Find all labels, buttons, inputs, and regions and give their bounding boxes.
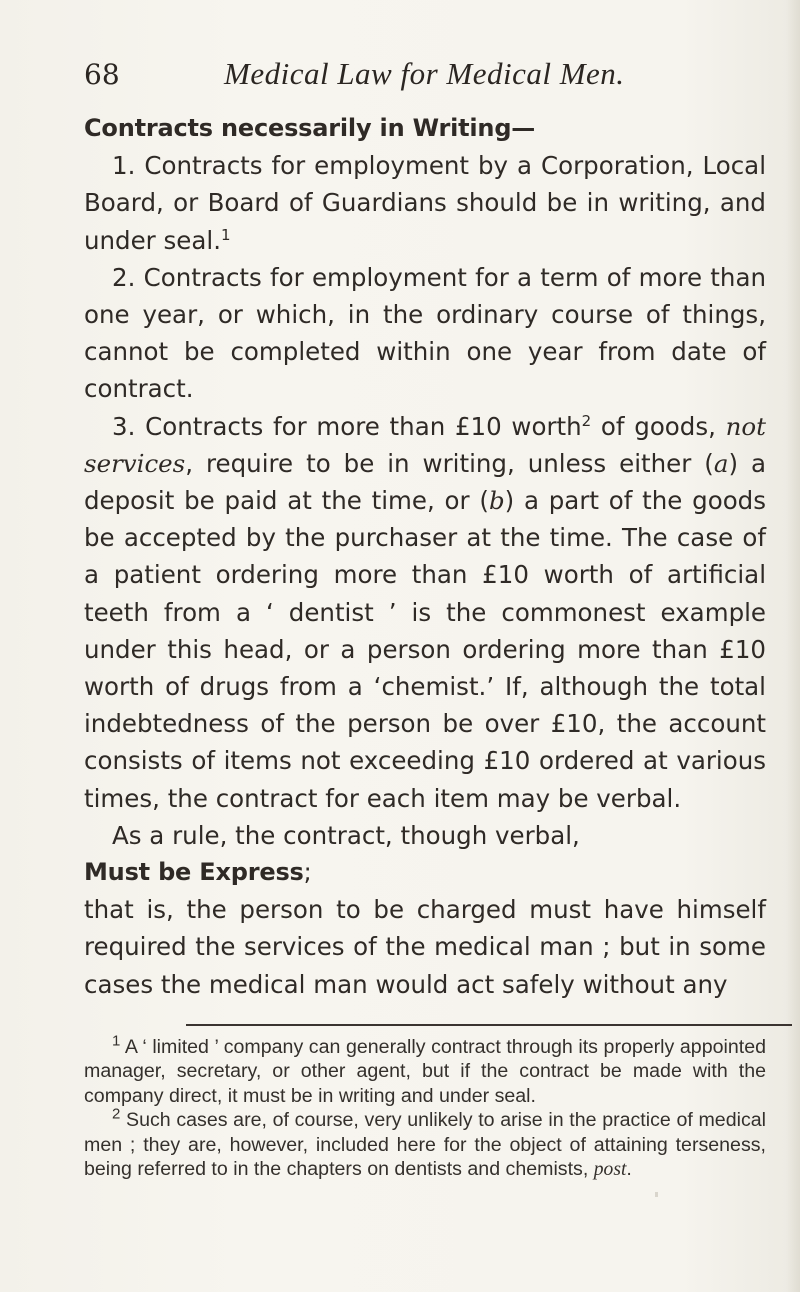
- footnote-2-post: post: [593, 1159, 627, 1181]
- footnote-1: [84, 1032, 766, 1108]
- item-2-number: 2.: [112, 262, 136, 292]
- item-3-number: 3.: [112, 411, 136, 441]
- footnote-2-text: Such cases are, of course, very unlikely to arise in the practice of medical men ; they are, however, included here for the object of attaining terseness, being referred to in the chapters on dentists and chemists,: [84, 1109, 766, 1181]
- paragraph-item-3: [84, 408, 766, 817]
- item-1-number: 1.: [112, 151, 136, 181]
- footnote-2-end: .: [626, 1158, 632, 1181]
- main-text: [84, 110, 766, 1003]
- item-3-letter-b: b: [488, 486, 505, 516]
- subheading-punct: ;: [303, 858, 312, 887]
- running-title: Medical Law for Medical Men.: [224, 56, 625, 91]
- item-1-text: Contracts for employment by a Corporation, Local Board, or Board of Guardians should be in writing, and under seal.: [84, 151, 766, 255]
- item-3-text-e: ) a part of the goods be accepted by the purchaser at the time. The case of a patient ordering more than £10 worth of artificial teeth from a ‘ dentist ’ is the commonest example under this head, or a person ordering more than £10 worth of drugs from a ‘chemist.’ If, although the total indebtedness of the person be over £10, the account consists of items not exceeding £10 ordered at various times, the contract for each item may be verbal.: [84, 486, 766, 813]
- item-3-letter-a: a: [713, 448, 729, 478]
- paper-speck: [655, 1192, 658, 1197]
- item-3-text-d: ) a deposit be paid at the time, or (: [84, 448, 766, 516]
- footnote-1-mark: 1: [112, 1032, 121, 1050]
- section-heading: Contracts necessarily in Writing—: [84, 114, 536, 142]
- item-3-not-services: not services: [84, 411, 766, 478]
- item-3-text-a: Contracts for more than £10 worth: [145, 411, 582, 441]
- subheading-must-be-express: [84, 854, 766, 891]
- page-edge-shadow: [786, 0, 800, 1292]
- subheading-text: Must be Express: [84, 858, 304, 887]
- paragraph-rule: As a rule, the contract, though verbal,: [112, 820, 580, 850]
- paragraph-continuation: that is, the person to be charged must have himself required the services of the medical man ; but in some cases the medical man would act safely without any: [84, 895, 766, 999]
- footnote-ref-1: 1: [221, 225, 231, 244]
- footnote-ref-2: 2: [581, 411, 592, 430]
- paragraph-item-2: [84, 259, 766, 408]
- page-number: 68: [84, 58, 120, 91]
- item-3-text-c: , require to be in writing, unless either (: [185, 448, 714, 478]
- item-3-text-b: of goods,: [591, 411, 726, 441]
- footnote-rule: [186, 1024, 792, 1026]
- footnote-2: [84, 1105, 766, 1182]
- footnotes: [84, 1032, 766, 1182]
- paragraph-item-1: [84, 147, 766, 259]
- footnote-2-mark: 2: [112, 1105, 121, 1123]
- item-2-text: Contracts for employment for a term of more than one year, or which, in the ordinary course of things, cannot be completed within one year from date of contract.: [84, 262, 766, 404]
- footnote-1-text: A ‘ limited ’ company can generally contract through its properly appointed manager, secretary, or other agent, but if the contract be made with the company direct, it must be in writing and under seal.: [84, 1036, 766, 1107]
- page-header: [84, 56, 744, 96]
